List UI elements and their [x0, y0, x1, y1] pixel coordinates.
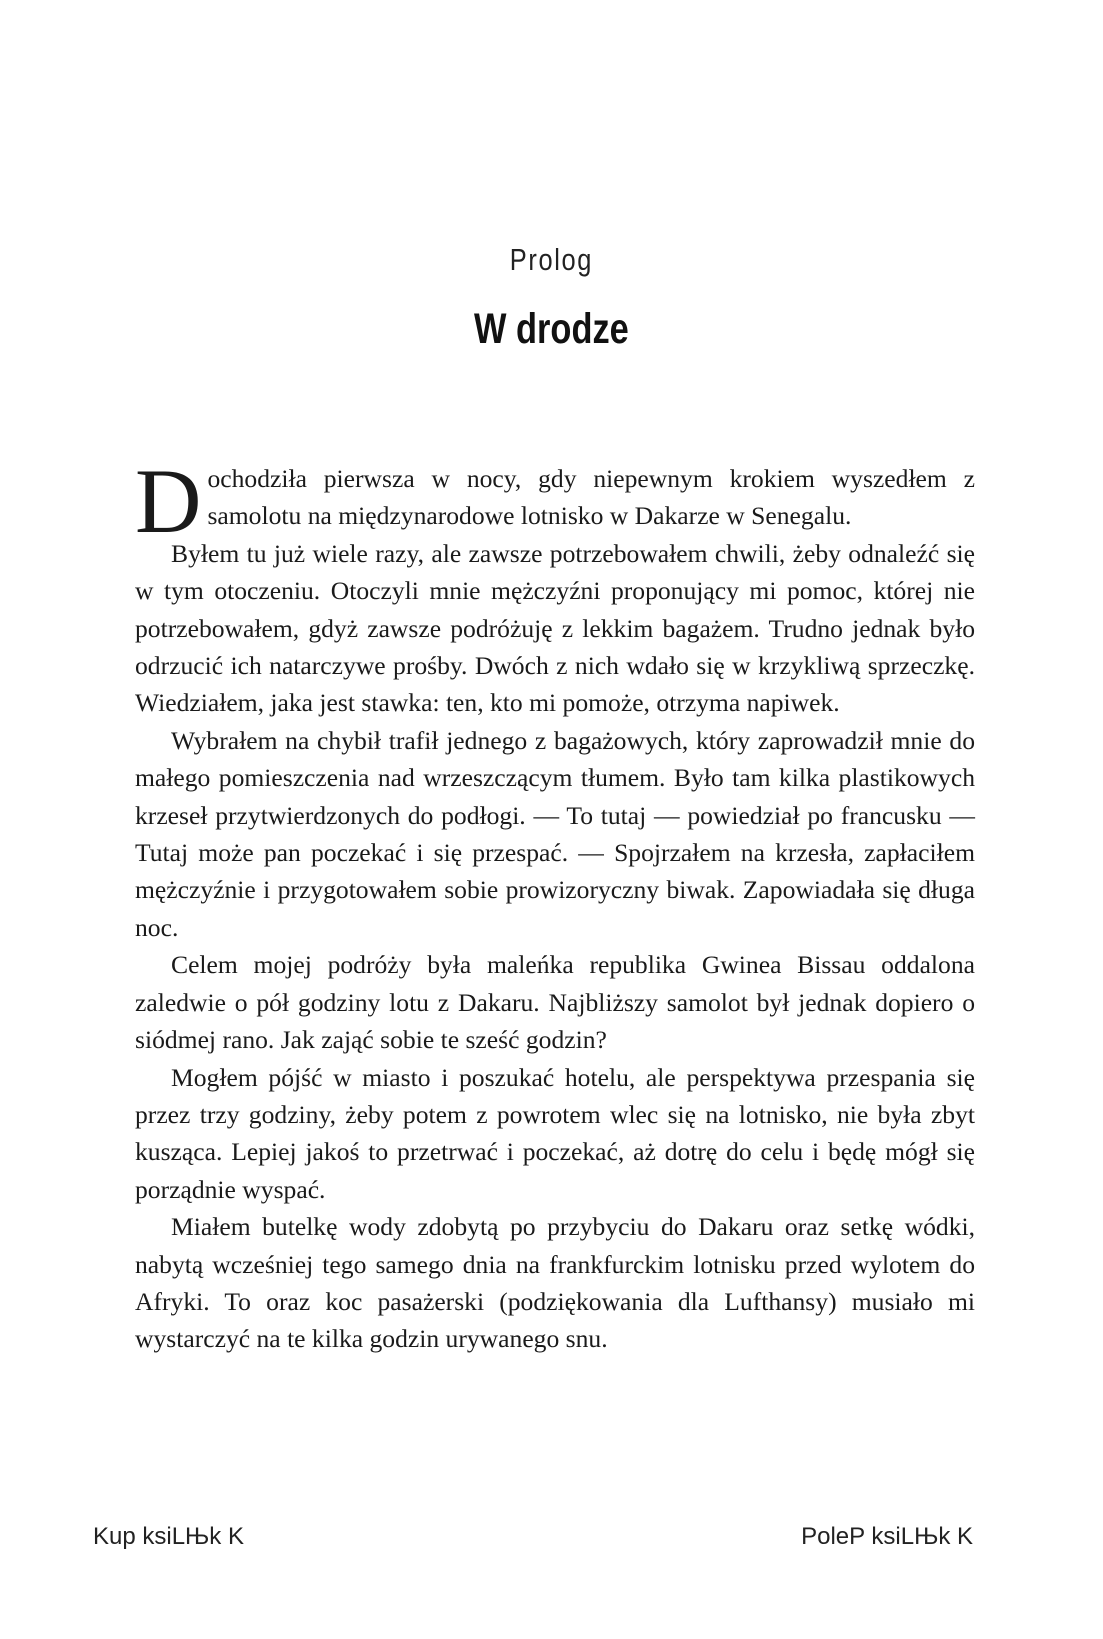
paragraph-2: Byłem tu już wiele razy, ale zawsze potrzebowałem chwili, żeby odnaleźć się w tym otoczeniu. Otoczyli mnie mężczyźni proponujący mi pomoc, której nie potrzebowałem, gdyż zawsze podróżuję z lekkim bagażem. Trudno jednak było odrzucić ich natarczywe prośby. Dwóch z nich wdało się w krzykliwą sprzeczkę. Wiedziałem, jaka jest stawka: ten, kto mi pomoże, otrzyma napiwek. — [135, 538, 975, 718]
paragraph-6: Miałem butelkę wody zdobytą po przybyciu do Dakaru oraz setkę wódki, nabytą wcześniej tego samego dnia na frankfurckim lotnisku przed wylotem do Afryki. To oraz koc pasażerski (podziękowania dla Lufthansy) musiało mi wystarczyć na te kilka godzin urywanego snu. — [135, 1212, 975, 1354]
paragraph-1 — [135, 450, 975, 552]
paragraph-5: Mogłem pójść w miasto i poszukać hotelu, ale perspektywa przespania się przez trzy godziny, żeby potem z powrotem wlec się na lotnisko, nie była zbyt kusząca. Lepiej jakoś to przetrwać i poczekać, aż dotrę do celu i będę mógł się porządnie wyspać. — [135, 1062, 975, 1204]
body-text — [135, 450, 975, 1358]
paragraph-4: Celem mojej podróży była maleńka republika Gwinea Bissau oddalona zaledwie o pół godziny lotu z Dakaru. Najbliższy samolot był jednak dopiero o siódmej rano. Jak zająć sobie te sześć godzin? — [135, 950, 975, 1055]
chapter-label: Prolog — [509, 242, 594, 277]
paragraph-1-text: ochodziła pierwsza w nocy, gdy niepewnym krokiem wyszedłem z samolotu na międzynarodowe lotnisko w Dakarze w Senegalu. — [207, 464, 975, 531]
footer-recommend-book-link[interactable]: PoleP ksiLЊk K — [801, 1523, 973, 1550]
drop-cap: D — [135, 450, 202, 552]
paragraph-3: Wybrałem na chybił trafił jednego z bagażowych, który zaprowadził mnie do małego pomieszczenia nad wrzeszczącym tłumem. Było tam kilka plastikowych krzeseł przytwierdzonych do podłogi. — To tutaj — powiedział po francusku — Tutaj może pan poczekać i się przespać. — Spojrzałem na krzesła, zapłaciłem mężczyźnie i przygotowałem sobie prowizoryczny biwak. Zapowiadała się długa noc. — [135, 725, 975, 942]
footer-buy-book-link[interactable]: Kup ksiLЊk K — [93, 1523, 244, 1550]
chapter-title: W drodze — [474, 305, 629, 353]
